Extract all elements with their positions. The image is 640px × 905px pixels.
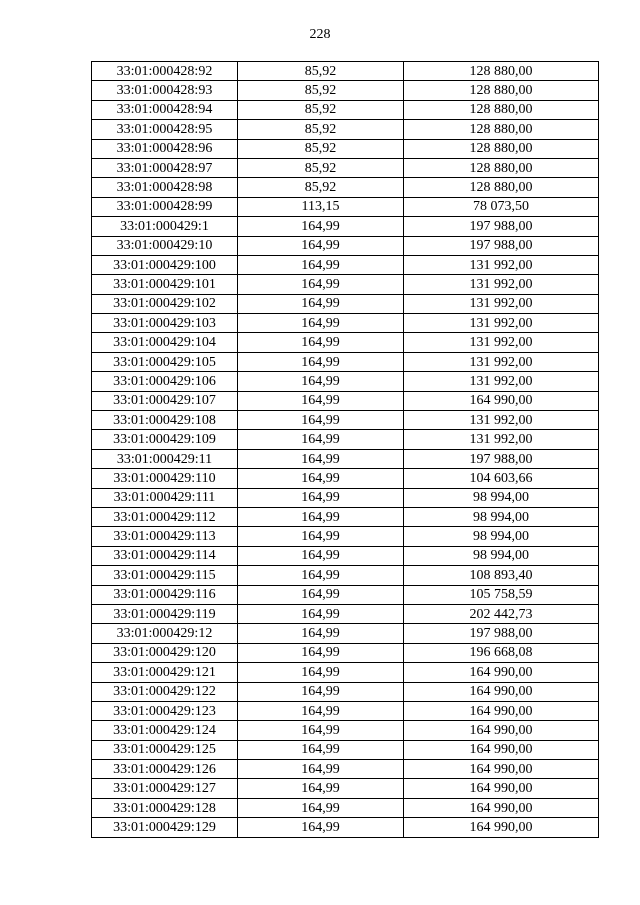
value-cell: 131 992,00 — [404, 430, 599, 449]
cadastral-number-cell: 33:01:000429:111 — [92, 488, 238, 507]
value-cell: 197 988,00 — [404, 624, 599, 643]
area-cell: 85,92 — [238, 120, 404, 139]
table-row — [92, 197, 599, 216]
table-row — [92, 275, 599, 294]
data-table — [91, 61, 599, 838]
area-cell: 164,99 — [238, 275, 404, 294]
table-row — [92, 760, 599, 779]
cadastral-number-cell: 33:01:000429:106 — [92, 372, 238, 391]
table-row — [92, 333, 599, 352]
value-cell: 131 992,00 — [404, 275, 599, 294]
cadastral-number-cell: 33:01:000429:105 — [92, 352, 238, 371]
table-row — [92, 798, 599, 817]
value-cell: 164 990,00 — [404, 740, 599, 759]
table-row — [92, 139, 599, 158]
area-cell: 164,99 — [238, 643, 404, 662]
value-cell: 197 988,00 — [404, 217, 599, 236]
cadastral-number-cell: 33:01:000429:100 — [92, 255, 238, 274]
area-cell: 85,92 — [238, 100, 404, 119]
value-cell: 98 994,00 — [404, 527, 599, 546]
cadastral-number-cell: 33:01:000429:112 — [92, 507, 238, 526]
cadastral-number-cell: 33:01:000429:113 — [92, 527, 238, 546]
cadastral-number-cell: 33:01:000429:104 — [92, 333, 238, 352]
table-row — [92, 314, 599, 333]
table-row — [92, 158, 599, 177]
cadastral-number-cell: 33:01:000428:97 — [92, 158, 238, 177]
table-row — [92, 120, 599, 139]
cadastral-number-cell: 33:01:000428:96 — [92, 139, 238, 158]
table-row — [92, 81, 599, 100]
cadastral-number-cell: 33:01:000428:98 — [92, 178, 238, 197]
value-cell: 131 992,00 — [404, 314, 599, 333]
value-cell: 197 988,00 — [404, 449, 599, 468]
value-cell: 128 880,00 — [404, 158, 599, 177]
table-row — [92, 566, 599, 585]
value-cell: 202 442,73 — [404, 604, 599, 623]
table-row — [92, 449, 599, 468]
value-cell: 131 992,00 — [404, 255, 599, 274]
area-cell: 164,99 — [238, 721, 404, 740]
area-cell: 164,99 — [238, 585, 404, 604]
cadastral-number-cell: 33:01:000429:127 — [92, 779, 238, 798]
area-cell: 164,99 — [238, 469, 404, 488]
table-row — [92, 255, 599, 274]
area-cell: 164,99 — [238, 779, 404, 798]
value-cell: 164 990,00 — [404, 818, 599, 837]
table-row — [92, 411, 599, 430]
cadastral-number-cell: 33:01:000429:128 — [92, 798, 238, 817]
area-cell: 164,99 — [238, 314, 404, 333]
value-cell: 128 880,00 — [404, 81, 599, 100]
area-cell: 164,99 — [238, 818, 404, 837]
area-cell: 164,99 — [238, 372, 404, 391]
value-cell: 131 992,00 — [404, 411, 599, 430]
area-cell: 164,99 — [238, 624, 404, 643]
table-row — [92, 178, 599, 197]
cadastral-number-cell: 33:01:000429:101 — [92, 275, 238, 294]
value-cell: 128 880,00 — [404, 120, 599, 139]
value-cell: 108 893,40 — [404, 566, 599, 585]
area-cell: 164,99 — [238, 449, 404, 468]
table-row — [92, 469, 599, 488]
value-cell: 164 990,00 — [404, 798, 599, 817]
area-cell: 164,99 — [238, 604, 404, 623]
cadastral-number-cell: 33:01:000429:116 — [92, 585, 238, 604]
cadastral-number-cell: 33:01:000429:102 — [92, 294, 238, 313]
area-cell: 164,99 — [238, 798, 404, 817]
cadastral-number-cell: 33:01:000428:95 — [92, 120, 238, 139]
value-cell: 98 994,00 — [404, 546, 599, 565]
table-row — [92, 488, 599, 507]
value-cell: 131 992,00 — [404, 294, 599, 313]
table-row — [92, 624, 599, 643]
value-cell: 98 994,00 — [404, 507, 599, 526]
area-cell: 85,92 — [238, 139, 404, 158]
area-cell: 164,99 — [238, 217, 404, 236]
value-cell: 164 990,00 — [404, 663, 599, 682]
table-row — [92, 701, 599, 720]
table-row — [92, 643, 599, 662]
value-cell: 197 988,00 — [404, 236, 599, 255]
area-cell: 164,99 — [238, 430, 404, 449]
cadastral-number-cell: 33:01:000429:109 — [92, 430, 238, 449]
table-row — [92, 391, 599, 410]
cadastral-number-cell: 33:01:000429:126 — [92, 760, 238, 779]
value-cell: 78 073,50 — [404, 197, 599, 216]
value-cell: 105 758,59 — [404, 585, 599, 604]
area-cell: 164,99 — [238, 527, 404, 546]
value-cell: 104 603,66 — [404, 469, 599, 488]
value-cell: 128 880,00 — [404, 62, 599, 81]
area-cell: 164,99 — [238, 546, 404, 565]
value-cell: 164 990,00 — [404, 682, 599, 701]
area-cell: 164,99 — [238, 236, 404, 255]
table-body — [92, 62, 599, 838]
cadastral-number-cell: 33:01:000428:93 — [92, 81, 238, 100]
area-cell: 85,92 — [238, 81, 404, 100]
value-cell: 164 990,00 — [404, 779, 599, 798]
value-cell: 128 880,00 — [404, 139, 599, 158]
table-row — [92, 430, 599, 449]
value-cell: 131 992,00 — [404, 352, 599, 371]
cadastral-number-cell: 33:01:000429:125 — [92, 740, 238, 759]
area-cell: 164,99 — [238, 566, 404, 585]
cadastral-number-cell: 33:01:000428:94 — [92, 100, 238, 119]
value-cell: 98 994,00 — [404, 488, 599, 507]
table-row — [92, 604, 599, 623]
table-row — [92, 663, 599, 682]
area-cell: 85,92 — [238, 158, 404, 177]
table-row — [92, 682, 599, 701]
cadastral-number-cell: 33:01:000428:99 — [92, 197, 238, 216]
table-row — [92, 100, 599, 119]
table-row — [92, 372, 599, 391]
table-row — [92, 818, 599, 837]
cadastral-number-cell: 33:01:000429:110 — [92, 469, 238, 488]
area-cell: 164,99 — [238, 255, 404, 274]
cadastral-number-cell: 33:01:000429:115 — [92, 566, 238, 585]
cadastral-number-cell: 33:01:000429:120 — [92, 643, 238, 662]
cadastral-number-cell: 33:01:000429:107 — [92, 391, 238, 410]
table-row — [92, 294, 599, 313]
table-row — [92, 527, 599, 546]
cadastral-number-cell: 33:01:000429:119 — [92, 604, 238, 623]
cadastral-number-cell: 33:01:000429:108 — [92, 411, 238, 430]
table-row — [92, 236, 599, 255]
value-cell: 164 990,00 — [404, 391, 599, 410]
area-cell: 85,92 — [238, 62, 404, 81]
area-cell: 164,99 — [238, 391, 404, 410]
value-cell: 131 992,00 — [404, 372, 599, 391]
area-cell: 164,99 — [238, 701, 404, 720]
value-cell: 164 990,00 — [404, 760, 599, 779]
page-number: 228 — [309, 27, 331, 42]
area-cell: 164,99 — [238, 352, 404, 371]
area-cell: 164,99 — [238, 333, 404, 352]
value-cell: 196 668,08 — [404, 643, 599, 662]
area-cell: 164,99 — [238, 411, 404, 430]
cadastral-number-cell: 33:01:000428:92 — [92, 62, 238, 81]
table-row — [92, 352, 599, 371]
value-cell: 164 990,00 — [404, 701, 599, 720]
table-row — [92, 721, 599, 740]
cadastral-number-cell: 33:01:000429:114 — [92, 546, 238, 565]
value-cell: 128 880,00 — [404, 178, 599, 197]
table-row — [92, 585, 599, 604]
area-cell: 164,99 — [238, 663, 404, 682]
table-row — [92, 546, 599, 565]
cadastral-number-cell: 33:01:000429:123 — [92, 701, 238, 720]
area-cell: 164,99 — [238, 507, 404, 526]
cadastral-number-cell: 33:01:000429:103 — [92, 314, 238, 333]
cadastral-number-cell: 33:01:000429:129 — [92, 818, 238, 837]
area-cell: 164,99 — [238, 294, 404, 313]
cadastral-number-cell: 33:01:000429:10 — [92, 236, 238, 255]
area-cell: 164,99 — [238, 682, 404, 701]
cadastral-number-cell: 33:01:000429:11 — [92, 449, 238, 468]
cadastral-number-cell: 33:01:000429:124 — [92, 721, 238, 740]
area-cell: 164,99 — [238, 488, 404, 507]
area-cell: 164,99 — [238, 740, 404, 759]
value-cell: 128 880,00 — [404, 100, 599, 119]
table-row — [92, 779, 599, 798]
cadastral-number-cell: 33:01:000429:121 — [92, 663, 238, 682]
value-cell: 131 992,00 — [404, 333, 599, 352]
table-row — [92, 507, 599, 526]
cadastral-number-cell: 33:01:000429:1 — [92, 217, 238, 236]
table-row — [92, 217, 599, 236]
cadastral-number-cell: 33:01:000429:12 — [92, 624, 238, 643]
table-row — [92, 62, 599, 81]
area-cell: 164,99 — [238, 760, 404, 779]
value-cell: 164 990,00 — [404, 721, 599, 740]
cadastral-number-cell: 33:01:000429:122 — [92, 682, 238, 701]
table-row — [92, 740, 599, 759]
area-cell: 85,92 — [238, 178, 404, 197]
area-cell: 113,15 — [238, 197, 404, 216]
